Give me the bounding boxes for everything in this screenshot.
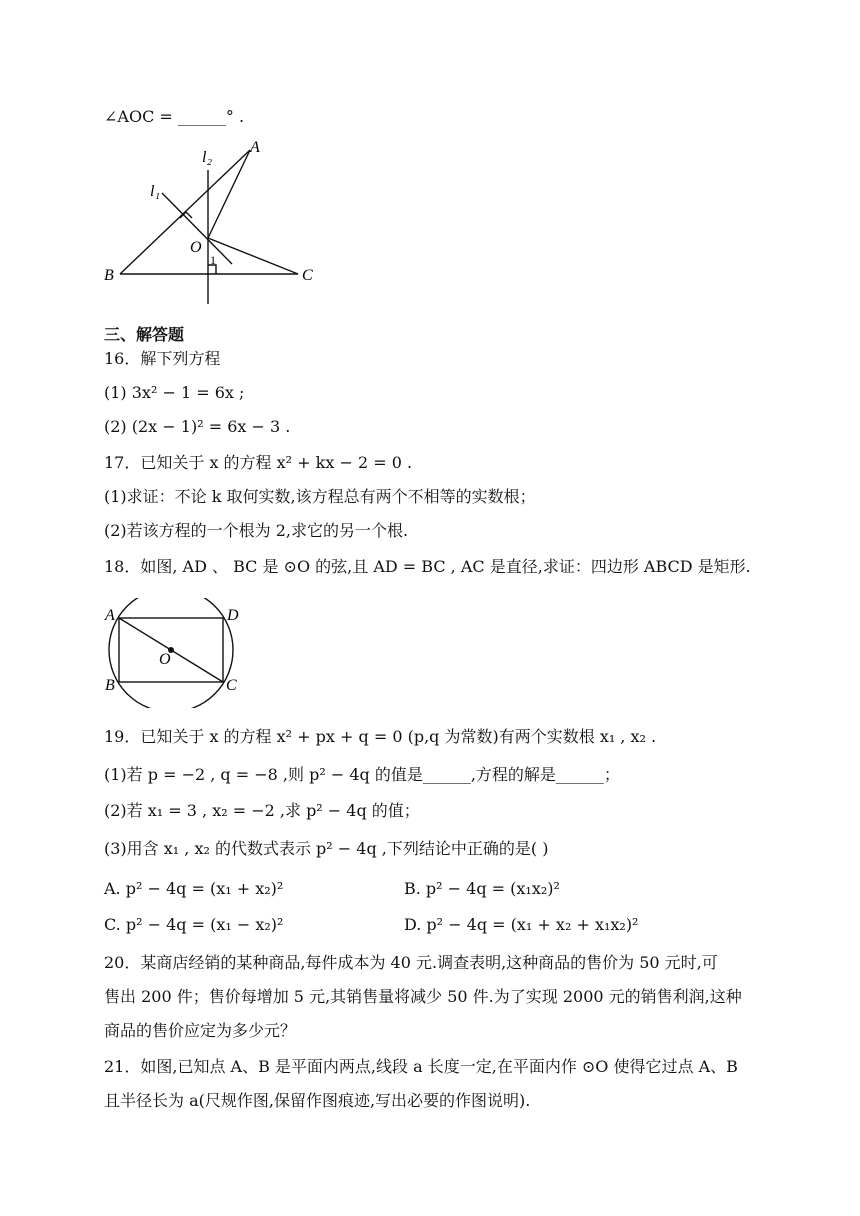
- label-angle-1: 1: [210, 253, 216, 267]
- q20-line3: 商品的售价应定为多少元？: [104, 1021, 297, 1040]
- angle-figure: [100, 138, 340, 308]
- q20-line1: 20．某商店经销的某种商品,每件成本为 40 元.调查表明,这种商品的售价为 50 元时,可: [104, 953, 718, 972]
- label-O: O: [159, 651, 171, 668]
- q17-part1: (1)求证：不论 k 取何实数,该方程总有两个不相等的实数根；: [104, 487, 536, 506]
- q20-line2: 售出 200 件；售价每增加 5 元,其销售量将减少 50 件.为了实现 2000 元的销售利润,这种: [104, 987, 742, 1006]
- q16-stem: 16．解下列方程: [104, 349, 221, 368]
- q19-part2: (2)若 x₁ = 3 , x₂ = −2 ,求 p² − 4q 的值；: [104, 801, 420, 820]
- label-D: D: [227, 607, 239, 624]
- q19-option-a: A. p² − 4q = (x₁ + x₂)²: [104, 879, 284, 898]
- label-B: B: [105, 677, 115, 694]
- circle-rectangle-figure: [102, 598, 252, 708]
- section-title: 三、解答题: [104, 325, 185, 344]
- label-A: A: [105, 607, 115, 624]
- label-C: C: [226, 677, 237, 694]
- label-l2: l₂: [202, 149, 213, 166]
- q21-line1: 21．如图,已知点 A、B 是平面内两点,线段 a 长度一定,在平面内作 ⊙O 使得它过点 A、B: [104, 1057, 738, 1076]
- q17-stem: 17．已知关于 x 的方程 x² + kx − 2 = 0 .: [104, 453, 413, 472]
- q15-answer-line: ∠AOC = ______° .: [104, 107, 245, 126]
- label-A: A: [250, 139, 260, 156]
- q17-part2: (2)若该方程的一个根为 2,求它的另一个根.: [104, 521, 409, 540]
- label-l1: l₁: [150, 183, 161, 200]
- label-C: C: [302, 267, 313, 284]
- q18-stem: 18．如图, AD 、 BC 是 ⊙O 的弦,且 AD = BC , AC 是直径,求证：四边形 ABCD 是矩形.: [104, 557, 751, 576]
- q16-part1: (1) 3x² − 1 = 6x ;: [104, 383, 245, 402]
- q19-option-c: C. p² − 4q = (x₁ − x₂)²: [104, 915, 284, 934]
- q19-stem: 19．已知关于 x 的方程 x² + px + q = 0 (p,q 为常数)有两个实数根 x₁ , x₂ .: [104, 727, 657, 746]
- q19-option-d: D. p² − 4q = (x₁ + x₂ + x₁x₂)²: [404, 915, 639, 934]
- q16-part2: (2) (2x − 1)² = 6x − 3 .: [104, 417, 291, 436]
- label-B: B: [104, 267, 114, 284]
- q19-part3: (3)用含 x₁ , x₂ 的代数式表示 p² − 4q ,下列结论中正确的是( ): [104, 839, 549, 858]
- q19-part1: (1)若 p = −2 , q = −8 ,则 p² − 4q 的值是______,方程的解是______；: [104, 765, 620, 784]
- label-O: O: [190, 239, 202, 256]
- q19-option-b: B. p² − 4q = (x₁x₂)²: [404, 879, 560, 898]
- q21-line2: 且半径长为 a(尺规作图,保留作图痕迹,写出必要的作图说明).: [104, 1091, 531, 1110]
